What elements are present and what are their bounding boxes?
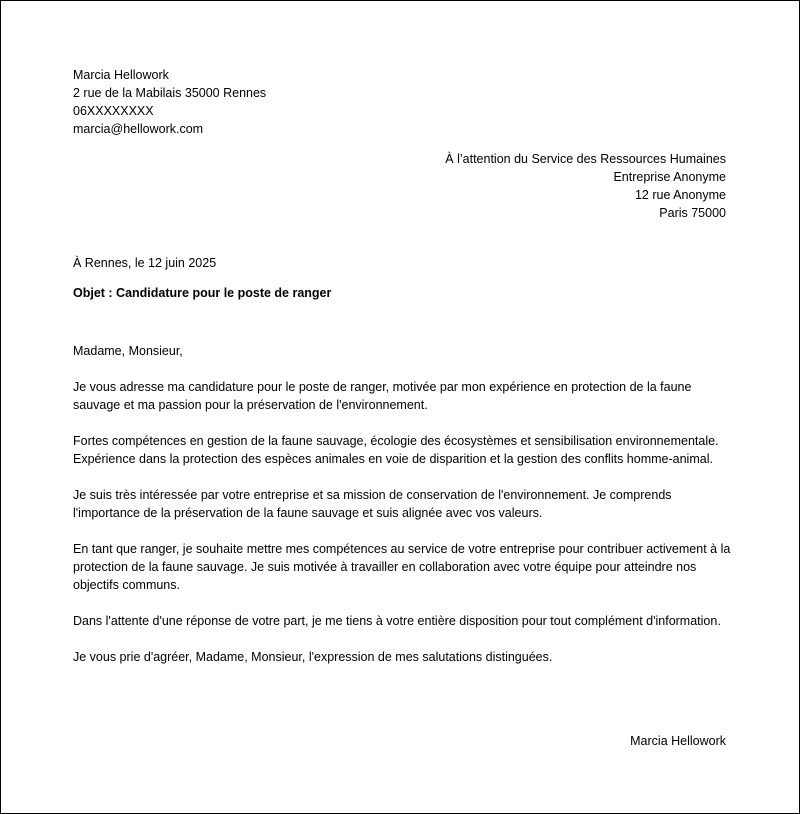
sender-name: Marcia Hellowork xyxy=(73,68,169,82)
signature: Marcia Hellowork xyxy=(630,734,726,748)
paragraph-company: Je suis très intéressée par votre entreprise et sa mission de conservation de l'environnement. Je comprends l'importance de la préservation de la faune sauvage et suis alignée avec vos valeurs. xyxy=(73,488,672,520)
sender-address: 2 rue de la Mabilais 35000 Rennes xyxy=(73,86,267,100)
recipient-block xyxy=(306,150,726,222)
paragraph-skills: Fortes compétences en gestion de la faune sauvage, écologie des écosystèmes et sensibilisation environnementale. Expérience dans la protection des espèces animales en voie de disparition et la gestion des conflits homme-animal. xyxy=(73,434,719,466)
recipient-attention: À l’attention du Service des Ressources Humaines xyxy=(445,152,726,166)
paragraph-closing: Dans l'attente d'une réponse de votre part, je me tiens à votre entière disposition pour tout complément d'information. xyxy=(73,614,721,628)
recipient-city: Paris 75000 xyxy=(659,206,726,220)
sender-block xyxy=(73,66,473,138)
sender-email: marcia@hellowork.com xyxy=(73,122,204,136)
recipient-street: 12 rue Anonyme xyxy=(634,188,726,202)
subject-line: Objet : Candidature pour le poste de ranger xyxy=(73,286,332,300)
paragraph-intro: Je vous adresse ma candidature pour le poste de ranger, motivée par mon expérience en protection de la faune sauvage et ma passion pour la préservation de l'environnement. xyxy=(73,380,692,412)
recipient-company: Entreprise Anonyme xyxy=(613,170,726,184)
sender-phone: 06XXXXXXXX xyxy=(73,104,154,118)
date-line: À Rennes, le 12 juin 2025 xyxy=(73,256,217,270)
paragraph-motivation: En tant que ranger, je souhaite mettre mes compétences au service de votre entreprise pour contribuer activement à la protection de la faune sauvage. Je suis motivée à travailler en collaboration avec votre équipe pour atteindre nos objectifs communs. xyxy=(73,542,731,592)
letter-body xyxy=(73,342,733,684)
paragraph-regards: Je vous prie d'agréer, Madame, Monsieur, l'expression de mes salutations distinguées. xyxy=(73,650,553,664)
salutation: Madame, Monsieur, xyxy=(73,344,183,358)
